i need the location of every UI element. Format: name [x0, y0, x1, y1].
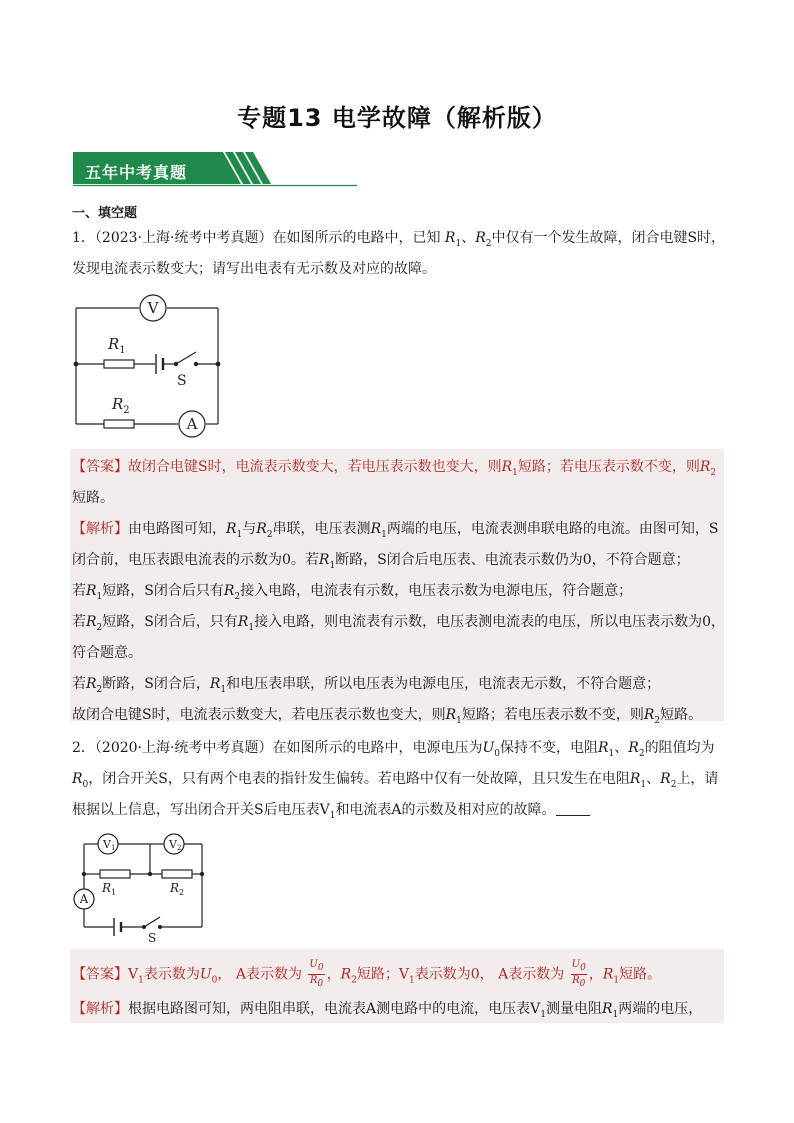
q2-v2-label-sub: 2 [176, 844, 182, 852]
q1-voltmeter-label: V [147, 299, 159, 317]
q2-l1a: 在如图所示的电路中，电源电压为 [272, 740, 483, 756]
q1-answer-r2-sub: 2 [710, 467, 717, 478]
q1-an-l4a: 若 [72, 614, 86, 630]
q2-switch-contact [158, 925, 162, 929]
q2-r2-label-sub: 2 [179, 888, 185, 897]
q2-frac1-num-sub: 0 [317, 963, 324, 973]
q2-ans-a2: 表示数为 [143, 966, 200, 983]
q2-l2-r2: R [660, 771, 671, 787]
q1-r2-label-sub: 2 [123, 405, 130, 416]
q1-an-l6-r: R [86, 676, 97, 692]
section-heading: 一、填空题 [72, 206, 138, 221]
q1-r1-sub: 1 [455, 238, 462, 249]
q2-resistor-r1 [100, 870, 130, 878]
q2-stem-line1 [72, 737, 715, 765]
q1-switch-label: S [177, 373, 187, 389]
q2-l2b: 上，请 [676, 771, 719, 787]
q2-number: 2． [72, 740, 95, 756]
q2-an-b2-s: 1 [612, 1009, 619, 1020]
q1-an-l3b: 短路，S闭合后只有 [102, 583, 224, 599]
q1-node [74, 362, 79, 367]
q2-r2-label [169, 881, 184, 897]
q1-r2-label [111, 395, 130, 416]
q1-answer-line1 [72, 456, 716, 484]
q1-an-l6-r2: R [209, 676, 221, 692]
q1-switch-pivot [174, 362, 178, 366]
q1-an-l1b: 与 [242, 521, 257, 537]
q1-analysis-line1 [72, 518, 718, 546]
q2-l2-r1: R [629, 771, 641, 787]
q1-number: 1． [72, 230, 95, 246]
q2-frac1-den-sub: 0 [317, 979, 324, 989]
q2-switch-label: S [148, 931, 157, 945]
q2-frac2-den-letter: R [572, 975, 580, 986]
section-banner [73, 152, 357, 188]
q2-answer-blank [556, 801, 590, 816]
q2-stem-line2 [72, 768, 718, 796]
q2-switch-blade [144, 917, 160, 927]
q2-r1-label [101, 881, 116, 897]
q2-ans-u0: U [199, 966, 212, 983]
q1-source: （2023·上海·统考中考真题） [94, 230, 273, 246]
q1-an-l3-r: R [86, 583, 97, 599]
q2-frac1-den [308, 975, 324, 990]
q1-an-l1a: 由电路图可知， [128, 521, 226, 537]
q2-ans-a8: ， [588, 966, 603, 983]
q2-analysis-line [72, 998, 702, 1026]
q1-an-l3c: 接入电路，电流表有示数，电压表示数为电源电压，符合题意； [240, 583, 633, 599]
q1-an-l1-s1: 1 [236, 529, 243, 540]
q2-r0: R [72, 771, 83, 787]
q1-answer-r2: R [699, 459, 711, 475]
q1-an-l4-s2: 1 [248, 622, 255, 633]
q2-ans-a5-s: 2 [351, 975, 357, 986]
q2-l2-s1: 1 [640, 779, 647, 790]
q1-an-l1-r1: R [226, 521, 237, 537]
banner-label: 五年中考真题 [85, 163, 188, 182]
q1-analysis-line6 [72, 673, 660, 701]
q1-circuit-diagram [72, 292, 232, 440]
q1-an-l2a: 闭合前，电压表跟电流表的示数为0。若 [72, 552, 319, 568]
q1-answer-line2: 短路。 [72, 490, 114, 506]
q2-r1-letter: R [102, 881, 112, 895]
q1-an-l7-r: R [445, 707, 457, 723]
q2-answer-tag: 【答案】 [72, 966, 128, 983]
q1-an-l4-r: R [86, 614, 97, 630]
q2-frac2-den-sub: 0 [579, 979, 586, 989]
q1-an-l6b: 断路，S闭合后， [102, 676, 210, 692]
q1-an-l3a: 若 [72, 583, 86, 599]
q1-an-l1-s2: 2 [266, 529, 273, 540]
q2-v2-letter: V [169, 838, 177, 851]
q2-r1-label-sub: 1 [111, 888, 117, 897]
q1-an-l7-s2: 2 [654, 715, 661, 726]
q2-l2a: ，闭合开关S，只有两个电表的指针发生偏转。若电路中仅有一处故障，且只发生在电阻 [88, 771, 630, 787]
q2-l1-sep: 、 [614, 740, 629, 756]
q2-an-b3: 两端的电压， [618, 1001, 703, 1017]
q1-an-l7c: 短路。 [660, 707, 703, 723]
q1-an-l7-r2: R [643, 707, 655, 723]
q2-l2-s2: 2 [670, 779, 677, 790]
q1-resistor-r2 [104, 420, 134, 428]
q1-answer-b: 短路；若电压表示数不变，则 [517, 459, 700, 475]
q1-switch-blade [176, 352, 196, 364]
q2-frac1-num-letter: U [309, 959, 318, 970]
q1-r1-label [107, 335, 126, 356]
q2-ans-a4: ， A表示数为 [217, 966, 302, 983]
q1-stem-a: 在如图所示的电路中，已知 [272, 230, 441, 246]
q1-an-l2-s: 1 [329, 560, 336, 571]
q1-switch-contact [194, 362, 198, 366]
q2-ans-a7: 表示数为0， A表示数为 [414, 966, 565, 983]
q2-v1-label-sub: 1 [110, 844, 116, 852]
q2-stem-line3 [72, 799, 590, 827]
page-title: 专题13 电学故障（解析版） [237, 104, 557, 132]
q2-ans-u0-sub: 0 [211, 975, 218, 986]
q1-an-l6-s: 2 [96, 684, 103, 695]
q2-resistor-r2 [162, 870, 192, 878]
q1-an-l1-r3: R [370, 521, 382, 537]
q2-circuit-diagram [72, 826, 222, 946]
q2-frac2-num [571, 959, 587, 975]
q2-ans-a6-sub: 1 [409, 975, 415, 986]
q2-r0-sub: 0 [82, 779, 89, 790]
q1-r2-letter: R [112, 395, 124, 413]
q1-r1-label-sub: 1 [119, 345, 126, 356]
q1-stem-b: 中仅有一个发生故障，闭合电键S时， [491, 230, 726, 246]
q2-r2-letter: R [170, 881, 180, 895]
q1-an-l3-s: 1 [96, 591, 103, 602]
q1-an-l4c: 接入电路，则电流表有示数，电压表测电流表的电压，所以电压表示数为0， [254, 614, 726, 630]
q1-r2: R [475, 230, 486, 246]
q1-answer-r1: R [501, 459, 513, 475]
q2-l1-s1: 1 [608, 748, 615, 759]
q2-ans-fraction-2 [571, 959, 587, 990]
q2-ans-a8-r: R [602, 966, 614, 983]
q2-an-b2: 测量电阻 [545, 1001, 602, 1017]
q2-ans-v1: V [128, 966, 139, 983]
q2-node [148, 872, 152, 876]
q2-ans-a9: 短路。 [619, 966, 662, 983]
q1-an-l2-r: R [318, 552, 330, 568]
q1-an-l4-r2: R [237, 614, 249, 630]
q2-an-b1: 根据电路图可知，两电阻串联，电流表A测电路中的电流，电压表V [128, 1001, 541, 1017]
q1-an-l1c: 串联，电压表测 [272, 521, 371, 537]
q2-l1-r2: R [628, 740, 639, 756]
q2-frac2-den [571, 975, 587, 990]
q2-l3-vsub: 1 [329, 810, 336, 821]
q1-analysis-line7 [72, 704, 702, 732]
q1-an-l7-s: 1 [456, 715, 462, 726]
q1-an-l3-r2: R [223, 583, 235, 599]
q1-answer-r1-sub: 1 [512, 467, 518, 478]
q2-node [200, 872, 204, 876]
q2-switch-pivot [142, 925, 146, 929]
q2-u0-sub: 0 [494, 748, 500, 759]
q2-an-b2-r: R [601, 1001, 613, 1017]
q2-frac2-num-letter: U [571, 959, 581, 970]
q2-frac2-num-sub: 0 [580, 963, 586, 973]
q1-answer-tag: 【答案】 [72, 459, 128, 475]
q1-resistor-r1 [104, 360, 134, 368]
q1-an-l6-s2: 1 [220, 684, 227, 695]
q1-an-l6a: 若 [72, 676, 86, 692]
q2-source: （2020·上海·统考中考真题） [94, 740, 273, 756]
q2-ammeter-label: A [79, 892, 89, 906]
q2-frac1-num [308, 959, 324, 975]
q2-frac1-den-letter: R [309, 975, 318, 986]
q2-ans-fraction-1 [308, 959, 324, 990]
q2-l3a: 根据以上信息，写出闭合开关S后电压表V [72, 802, 330, 818]
q2-l1-r1: R [598, 740, 609, 756]
q1-an-l7a: 故闭合电键S时，电流表示数变大，若电压表示数也变大，则 [72, 707, 446, 723]
q1-ammeter-label: A [186, 415, 198, 433]
q1-an-l1d: 两端的电压，电流表测串联电路的电流。由图可知，S [386, 521, 719, 537]
q1-analysis-line5: 符合题意。 [72, 645, 142, 661]
q2-answer-line [72, 959, 661, 991]
q2-u0: U [482, 740, 495, 756]
q2-ans-v1-sub: 1 [138, 975, 144, 986]
q2-an-b1-sub: 1 [540, 1009, 546, 1020]
q2-l1-s2: 2 [638, 748, 645, 759]
q1-an-l1-r2: R [256, 521, 267, 537]
q1-an-l7b: 短路；若电压表示数不变，则 [461, 707, 644, 723]
q1-an-l4-s: 2 [96, 622, 103, 633]
q1-node [216, 362, 221, 367]
q1-an-l4b: 短路，S闭合后，只有 [102, 614, 238, 630]
q2-ans-a6: 短路；V [356, 966, 409, 983]
q2-l1b: 保持不变，电阻 [500, 740, 598, 756]
q2-ans-a5-r: R [340, 966, 352, 983]
q2-l3b: 和电流表A的示数及相对应的故障。 [335, 802, 556, 818]
q2-node [82, 872, 86, 876]
q1-analysis-line3 [72, 580, 632, 608]
q1-stem-line1 [72, 227, 725, 255]
q2-ans-a8-s: 1 [613, 975, 620, 986]
q1-r1: R [444, 230, 456, 246]
q2-analysis-tag: 【解析】 [72, 1001, 128, 1017]
q1-an-l2b: 断路，S闭合后电压表、电流表示数仍为0，不符合题意； [335, 552, 690, 568]
q1-answer-a: 故闭合电键S时，电流表示数变大，若电压表示数也变大，则 [128, 459, 502, 475]
q1-sep: 、 [461, 230, 476, 246]
q1-an-l3-s2: 2 [234, 591, 241, 602]
q1-an-l6c: 和电压表串联，所以电压表为电源电压，电流表无示数，不符合题意； [226, 676, 661, 692]
q1-analysis-line2 [72, 549, 690, 577]
q2-v1-letter: V [103, 838, 111, 851]
q1-r1-letter: R [108, 335, 120, 353]
q2-l2-sep: 、 [646, 771, 661, 787]
q2-l1c: 的阻值均为 [644, 740, 715, 756]
q1-analysis-line4 [72, 611, 725, 639]
q1-stem-line2: 发现电流表示数变大；请写出电表有无示数及对应的故障。 [72, 261, 436, 277]
q2-ans-a5: ， [326, 966, 341, 983]
q1-an-l1-s3: 1 [381, 529, 387, 540]
q1-r2-sub: 2 [485, 238, 492, 249]
q1-analysis-tag: 【解析】 [72, 521, 128, 537]
